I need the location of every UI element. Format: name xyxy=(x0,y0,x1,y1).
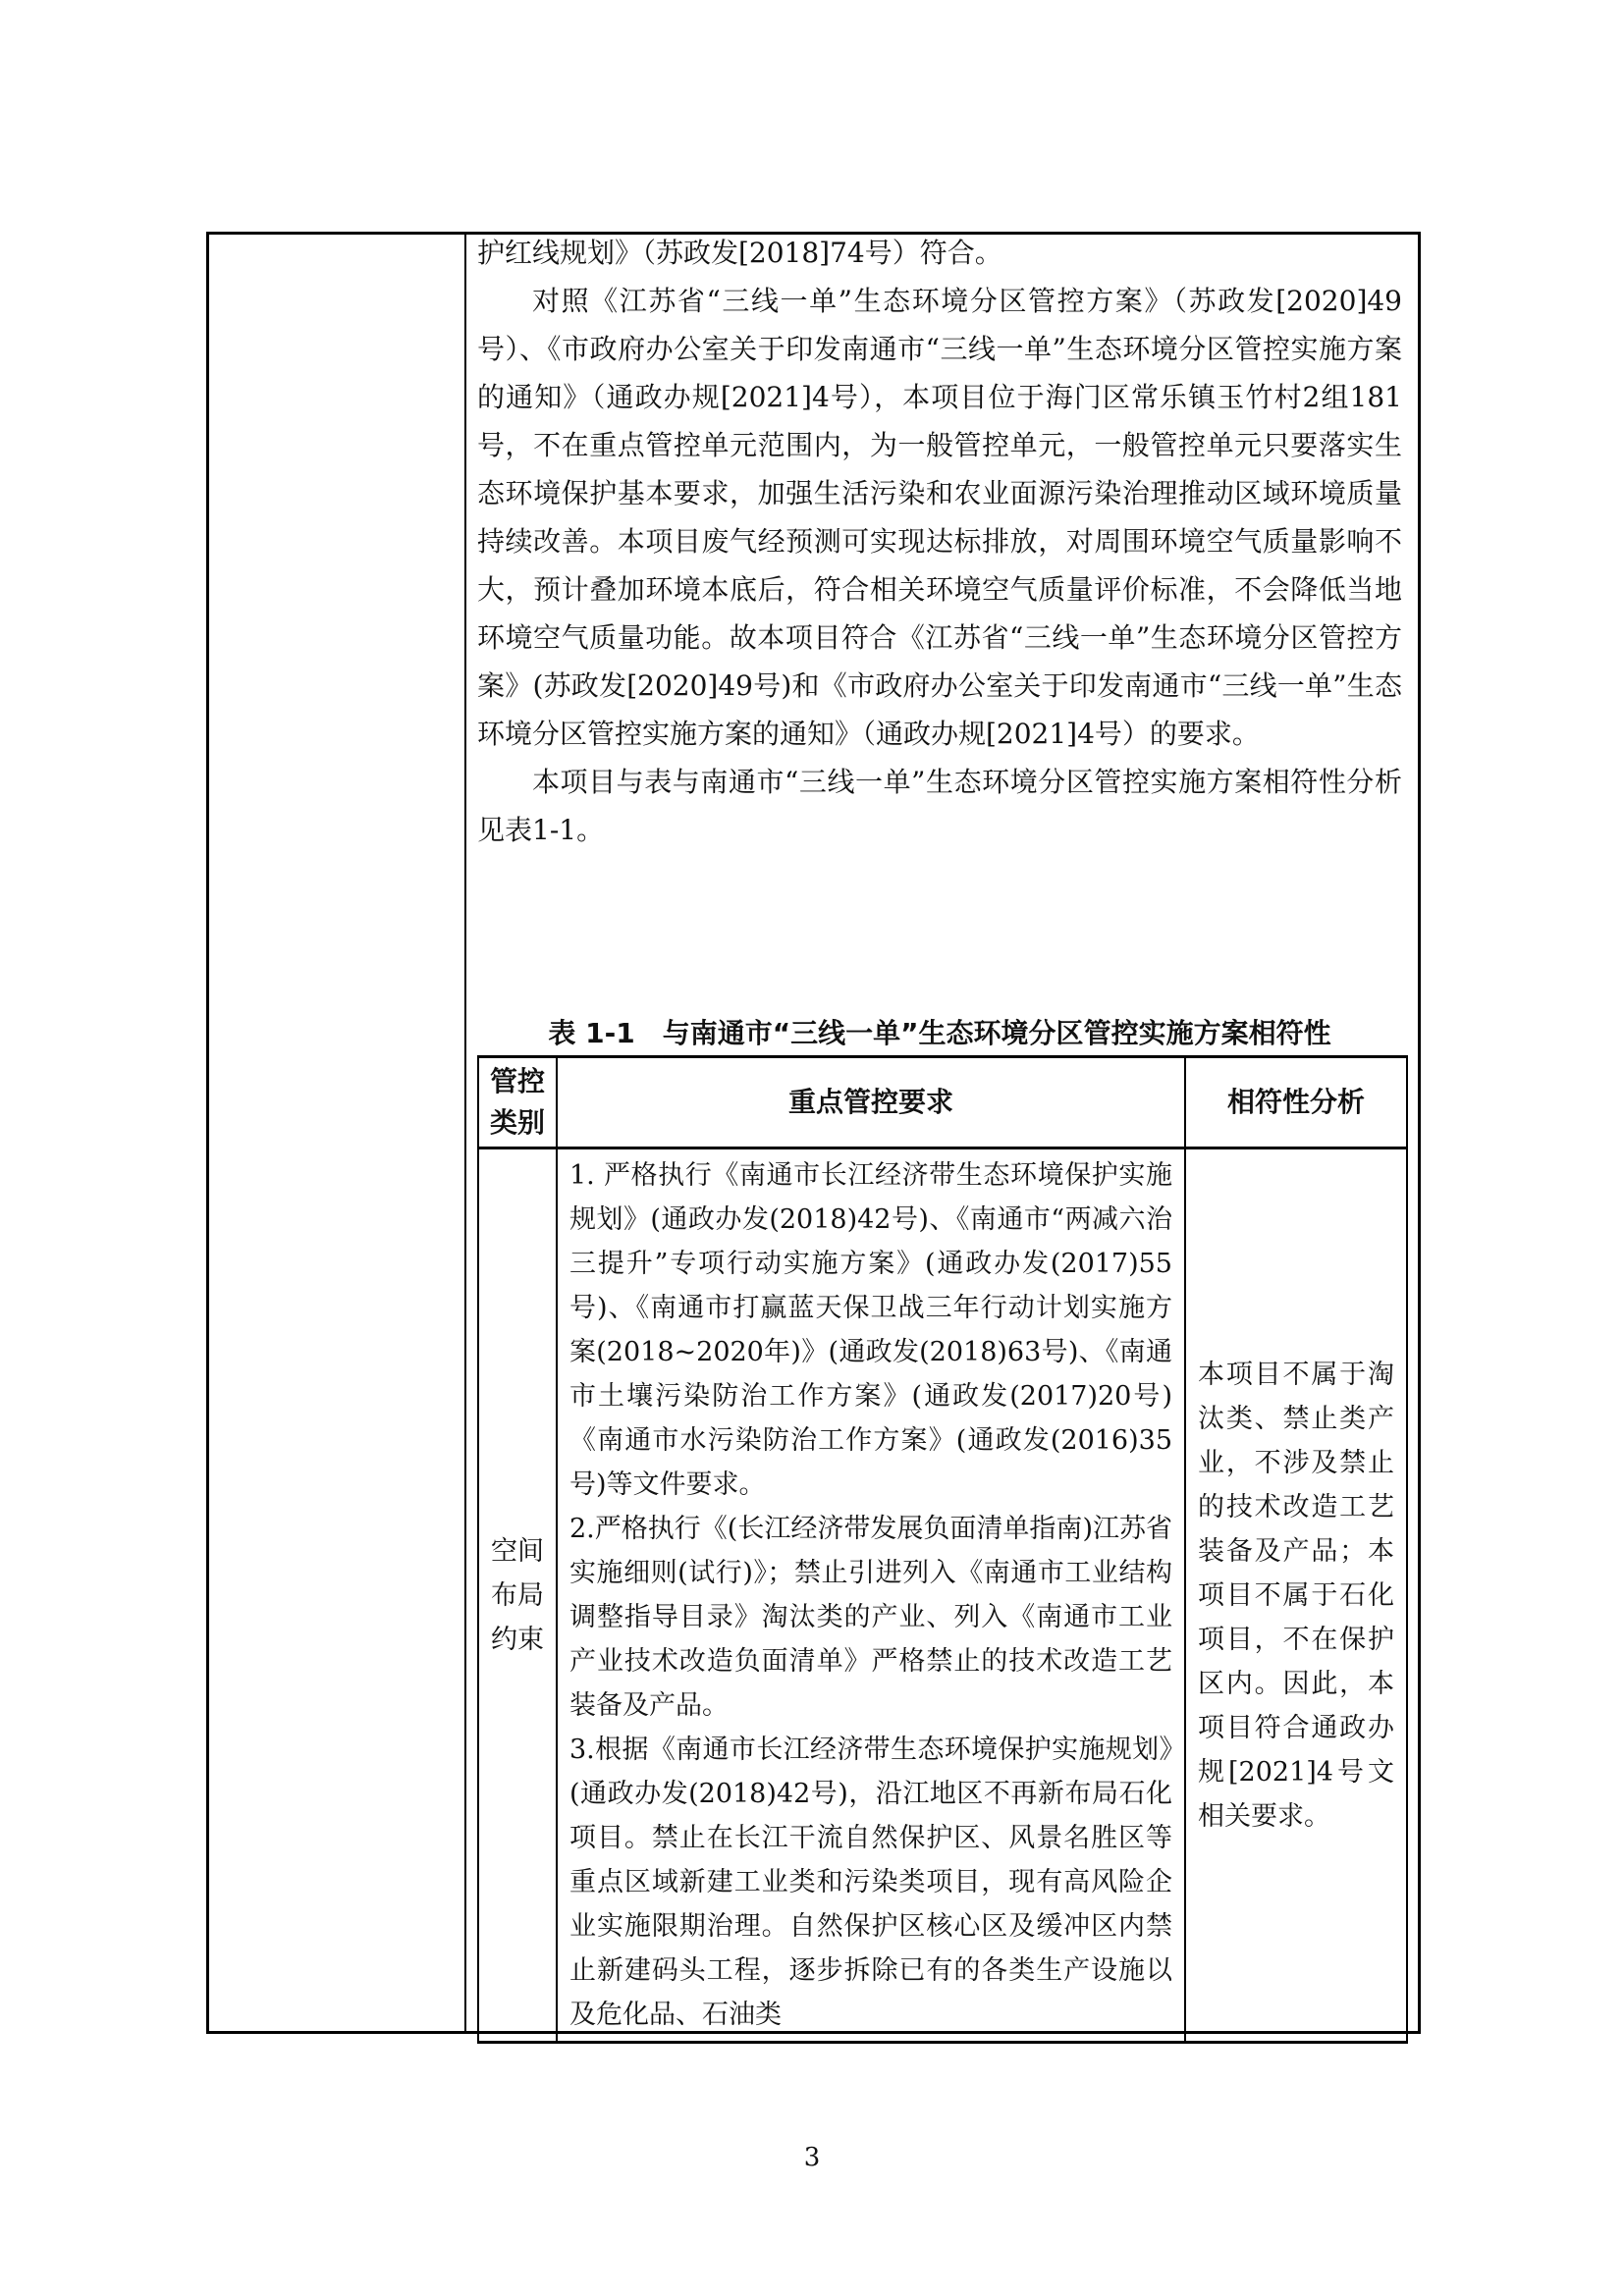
page-number: 3 xyxy=(803,2143,821,2172)
table-row xyxy=(478,1148,1407,2043)
table-header-row xyxy=(478,1057,1407,1148)
body-text xyxy=(477,229,1402,854)
category-cell: 空间布局约束 xyxy=(478,1148,557,2043)
left-column-divider xyxy=(464,232,466,2034)
requirements-cell xyxy=(557,1148,1185,2043)
header-analysis: 相符性分析 xyxy=(1185,1057,1407,1148)
analysis-cell: 本项目不属于淘汰类、禁止类产业，不涉及禁止的技术改造工艺装备及产品；本项目不属于石化项目，不在保护区内。因此，本项目符合通政办规[2021]4号文相关要求。 xyxy=(1185,1148,1407,2043)
requirement-item: 2.严格执行《(长江经济带发展负面清单指南)江苏省实施细则(试行)》；禁止引进列入《南通市工业结构调整指导目录》淘汰类的产业、列入《南通市工业产业技术改造负面清单》严格禁止的技术改造工艺装备及产品。 xyxy=(569,1514,1172,1721)
header-requirements: 重点管控要求 xyxy=(557,1057,1185,1148)
paragraph-continuation: 护红线规划》（苏政发[2018]74号）符合。 xyxy=(477,237,1002,269)
compliance-table xyxy=(477,1055,1408,2044)
paragraph-three-lines-one-list: 对照《江苏省“三线一单”生态环境分区管控方案》（苏政发[2020]49号）、《市政府办公室关于印发南通市“三线一单”生态环境分区管控实施方案的通知》（通政办规[2021]4号），本项目位于海门区常乐镇玉竹村2组181号，不在重点管控单元范围内，为一般管控单元，一般管控单元只要落实生态环境保护基本要求，加强生活污染和农业面源污染治理推动区域环境质量持续改善。本项目废气经预测可实现达标排放，对周围环境空气质量影响不大，预计叠加环境本底后，符合相关环境空气质量评价标准，不会降低当地环境空气质量功能。故本项目符合《江苏省“三线一单”生态环境分区管控方案》(苏政发[2020]49号)和《市政府办公室关于印发南通市“三线一单”生态环境分区管控实施方案的通知》（通政办规[2021]4号）的要求。 xyxy=(477,285,1402,750)
paragraph-table-intro: 本项目与表与南通市“三线一单”生态环境分区管控实施方案相符性分析见表1-1。 xyxy=(477,766,1402,846)
requirement-item: 1. 严格执行《南通市长江经济带生态环境保护实施规划》(通政办发(2018)42号)、《南通市“两减六治三提升”专项行动实施方案》(通政办发(2017)55号)、《南通市打赢蓝天保卫战三年行动计划实施方案(2018~2020年)》(通政发(2018)63号)、《南通市土壤污染防治工作方案》(通政发(2017)20号)《南通市水污染防治工作方案》(通政发(2016)35号)等文件要求。 xyxy=(569,1160,1172,1500)
header-category: 管控类别 xyxy=(478,1057,557,1148)
table-caption: 表 1-1 与南通市“三线一单”生态环境分区管控实施方案相符性 xyxy=(548,1017,1331,1049)
requirement-item: 3.根据《南通市长江经济带生态环境保护实施规划》(通政办发(2018)42号)，沿江地区不再新布局石化项目。禁止在长江干流自然保护区、风景名胜区等重点区域新建工业类和污染类项目，现有高风险企业实施限期治理。自然保护区核心区及缓冲区内禁止新建码头工程，逐步拆除已有的各类生产设施以及危化品、石油类 xyxy=(569,1735,1172,2030)
